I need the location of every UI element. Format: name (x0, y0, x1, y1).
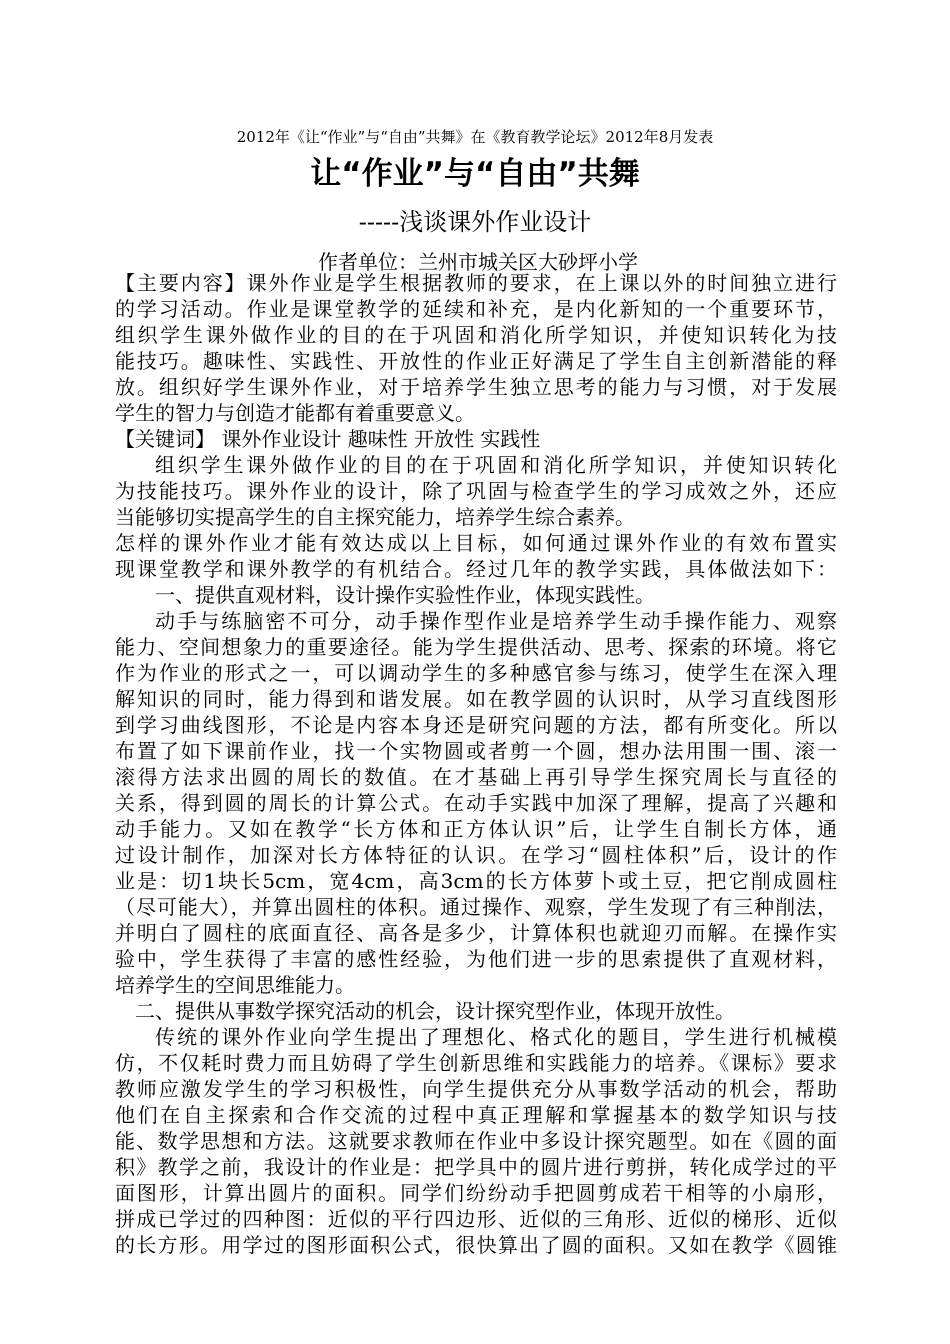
body-line: 作为作业的形式之一，可以调动学生的多种感官参与练习，使学生在深入理 (115, 661, 837, 685)
body-line: 一、提供直观材料，设计操作实验性作业，体现实践性。 (155, 583, 655, 607)
body-line: 教师应激发学生的学习积极性，向学生提供充分从事数学活动的机会，帮助 (115, 1077, 837, 1101)
body-line: 组织学生课外做作业的目的在于巩固和消化所学知识，并使知识转化 (155, 453, 837, 477)
body-line: 二、提供从事数学探究活动的机会，设计探究型作业，体现开放性。 (135, 999, 735, 1023)
body-line: 【主要内容】课外作业是学生根据教师的要求，在上课以外的时间独立进行 (115, 271, 837, 295)
body-text (115, 270, 837, 1258)
body-line: 布置了如下课前作业，找一个实物圆或者剪一个圆，想办法用围一围、滚一 (115, 739, 837, 763)
body-line: 能技巧。趣味性、实践性、开放性的作业正好满足了学生自主创新潜能的释 (115, 349, 837, 373)
body-line: 现课堂教学和课外教学的有机结合。经过几年的教学实践，具体做法如下： (115, 557, 837, 581)
body-line: 怎样的课外作业才能有效达成以上目标，如何通过课外作业的有效布置实 (115, 531, 837, 555)
body-line: 能、数学思想和方法。这就要求教师在作业中多设计探究题型。如在《圆的面 (115, 1129, 837, 1153)
page-subtitle: -----浅谈课外作业设计 (358, 208, 592, 236)
body-line: 仿，不仅耗时费力而且妨碍了学生创新思维和实践能力的培养。《课标》要求 (115, 1051, 837, 1075)
body-line: 动手能力。又如在教学“长方体和正方体认识”后，让学生自制长方体，通 (115, 817, 837, 841)
body-line: 传统的课外作业向学生提出了理想化、格式化的题目，学生进行机械模 (155, 1025, 837, 1049)
page-title: 让“作业”与“自由”共舞 (310, 156, 640, 192)
body-line: 当能够切实提高学生的自主探究能力，培养学生综合素养。 (115, 505, 635, 529)
body-line: 动手与练脑密不可分，动手操作型作业是培养学生动手操作能力、观察 (155, 609, 837, 633)
publication-note: 2012年《让“作业”与“自由”共舞》在《教育教学论坛》2012年8月发表 (236, 128, 714, 146)
body-line: 拼成已学过的四种图：近似的平行四边形、近似的三角形、近似的梯形、近似 (115, 1207, 837, 1231)
author-affiliation: 作者单位：兰州市城关区大砂坪小学 (318, 250, 638, 274)
body-line: 到学习曲线图形，不论是内容本身还是研究问题的方法，都有所变化。所以 (115, 713, 837, 737)
body-line: 关系，得到圆的周长的计算公式。在动手实践中加深了理解，提高了兴趣和 (115, 791, 837, 815)
body-line: 放。组织好学生课外作业，对于培养学生独立思考的能力与习惯，对于发展 (115, 375, 837, 399)
body-line: 的长方形。用学过的图形面积公式，很快算出了圆的面积。又如在教学《圆锥 (115, 1233, 837, 1257)
body-line: 他们在自主探索和合作交流的过程中真正理解和掌握基本的数学知识与技 (115, 1103, 837, 1127)
body-line: 积》教学之前，我设计的作业是：把学具中的圆片进行剪拼，转化成学过的平 (115, 1155, 837, 1179)
body-line: 业是：切1块长5cm，宽4cm，高3cm的长方体萝卜或土豆，把它削成圆柱 (115, 869, 837, 893)
body-line: 的学习活动。作业是课堂教学的延续和补充，是内化新知的一个重要环节， (115, 297, 837, 321)
body-line: 学生的智力与创造才能都有着重要意义。 (115, 401, 475, 425)
body-line: 【关键词】 课外作业设计 趣味性 开放性 实践性 (115, 427, 541, 451)
body-line: 过设计制作，加深对长方体特征的认识。在学习“圆柱体积”后，设计的作 (115, 843, 837, 867)
body-line: 培养学生的空间思维能力。 (115, 973, 355, 997)
body-line: 解知识的同时，能力得到和谐发展。如在教学圆的认识时，从学习直线图形 (115, 687, 837, 711)
body-line: 并明白了圆柱的底面直径、高各是多少，计算体积也就迎刃而解。在操作实 (115, 921, 837, 945)
body-line: 能力、空间想象力的重要途径。能为学生提供活动、思考、探索的环境。将它 (115, 635, 837, 659)
body-line: 为技能技巧。课外作业的设计，除了巩固与检查学生的学习成效之外，还应 (115, 479, 837, 503)
body-line: 验中，学生获得了丰富的感性经验，为他们进一步的思索提供了直观材料， (115, 947, 837, 971)
body-line: 组织学生课外做作业的目的在于巩固和消化所学知识，并使知识转化为技 (115, 323, 837, 347)
body-line: （尽可能大），并算出圆柱的体积。通过操作、观察，学生发现了有三种削法， (115, 895, 837, 919)
body-line: 滚得方法求出圆的周长的数值。在才基础上再引导学生探究周长与直径的 (115, 765, 837, 789)
body-line: 面图形，计算出圆片的面积。同学们纷纷动手把圆剪成若干相等的小扇形， (115, 1181, 837, 1205)
